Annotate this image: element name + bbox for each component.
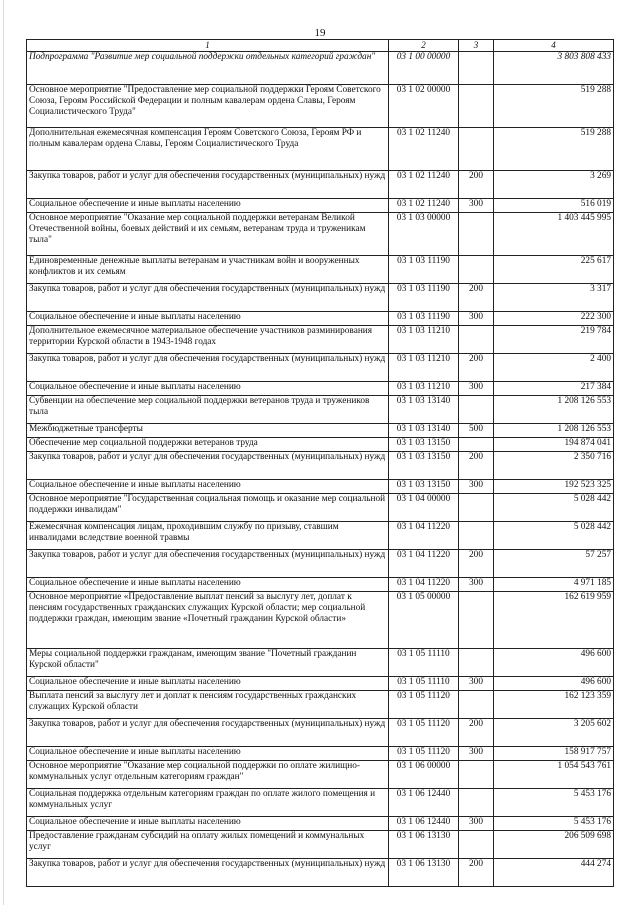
row-amount-cell: 5 453 176: [494, 788, 614, 816]
table-row: [27, 746, 614, 760]
table-row: [27, 255, 614, 283]
row-name-cell: Основное мероприятие "Оказание мер социальной поддержки ветеранам Великой Отечественной войны, боевых действий и их семьям, ветеранам труда и труженикам тыла": [27, 212, 389, 255]
row-name-cell: Единовременные денежные выплаты ветеранам и участникам войн и вооруженных конфликтов и их семьям: [27, 255, 389, 283]
row-name-cell: Основное мероприятие "Предоставление мер социальной поддержки Героям Советского Союза, Героям Российской Федерации и полным кавалерам ордена Славы, Героям Социалистического Труда": [27, 84, 389, 127]
row-name-cell: Закупка товаров, работ и услуг для обеспечения государственных (муниципальных) нужд: [27, 718, 389, 746]
table-row: [27, 451, 614, 479]
row-code-cell: 03 1 03 13150: [389, 451, 459, 479]
table-row: [27, 423, 614, 437]
row-name-cell: Дополнительная ежемесячная компенсация Героям Советского Союза, Героям РФ и полным кавалерам ордена Славы, Героям Социалистического Труда: [27, 127, 389, 170]
row-group-cell: [459, 51, 494, 84]
table-row: [27, 718, 614, 746]
table-row: [27, 170, 614, 198]
row-amount-cell: 3 317: [494, 283, 614, 311]
row-name-cell: Социальное обеспечение и иные выплаты населению: [27, 746, 389, 760]
row-amount-cell: 516 019: [494, 198, 614, 212]
row-amount-cell: 5 028 442: [494, 493, 614, 521]
row-name-cell: Основное мероприятие "Государственная социальная помощь и оказание мер социальной поддержки инвалидам": [27, 493, 389, 521]
table-row: [27, 577, 614, 591]
row-name-cell: Ежемесячная компенсация лицам, проходившим службу по призыву, ставшим инвалидами вследствие военной травмы: [27, 521, 389, 549]
row-group-cell: [459, 830, 494, 858]
row-amount-cell: 192 523 325: [494, 479, 614, 493]
table-row: [27, 549, 614, 577]
row-amount-cell: 3 205 602: [494, 718, 614, 746]
table-row: [27, 858, 614, 886]
row-group-cell: [459, 212, 494, 255]
row-code-cell: 03 1 03 11190: [389, 311, 459, 325]
row-group-cell: 300: [459, 746, 494, 760]
row-code-cell: 03 1 03 00000: [389, 212, 459, 255]
row-code-cell: 03 1 06 12440: [389, 816, 459, 830]
row-amount-cell: 219 784: [494, 325, 614, 353]
table-row: [27, 84, 614, 127]
row-amount-cell: 1 208 126 553: [494, 395, 614, 423]
row-name-cell: Закупка товаров, работ и услуг для обеспечения государственных (муниципальных) нужд: [27, 283, 389, 311]
row-amount-cell: 496 600: [494, 648, 614, 676]
table-row: [27, 127, 614, 170]
table-row: [27, 325, 614, 353]
row-amount-cell: 3 269: [494, 170, 614, 198]
row-group-cell: [459, 521, 494, 549]
row-name-cell: Социальное обеспечение и иные выплаты населению: [27, 198, 389, 212]
page-number: 19: [314, 27, 326, 39]
row-amount-cell: 519 288: [494, 84, 614, 127]
table-row: [27, 521, 614, 549]
row-group-cell: 200: [459, 283, 494, 311]
table-row: [27, 830, 614, 858]
row-amount-cell: 444 274: [494, 858, 614, 886]
row-group-cell: 500: [459, 423, 494, 437]
row-group-cell: 300: [459, 381, 494, 395]
header-col-4: 4: [494, 40, 614, 52]
row-code-cell: 03 1 03 11210: [389, 325, 459, 353]
row-name-cell: Меры социальной поддержки гражданам, имеющим звание "Почетный гражданин Курской области": [27, 648, 389, 676]
row-amount-cell: 194 874 041: [494, 437, 614, 451]
table-row: [27, 676, 614, 690]
row-code-cell: 03 1 03 11210: [389, 353, 459, 381]
row-amount-cell: 2 350 716: [494, 451, 614, 479]
row-code-cell: 03 1 04 11220: [389, 521, 459, 549]
table-row: [27, 283, 614, 311]
row-name-cell: Дополнительное ежемесячное материальное обеспечение участников разминирования территории Курской области в 1943-1948 годах: [27, 325, 389, 353]
row-amount-cell: 3 803 808 433: [494, 51, 614, 84]
row-name-cell: Социальное обеспечение и иные выплаты населению: [27, 816, 389, 830]
row-group-cell: 200: [459, 549, 494, 577]
table-row: [27, 198, 614, 212]
table-row: [27, 648, 614, 676]
row-code-cell: 03 1 05 11120: [389, 746, 459, 760]
row-name-cell: Закупка товаров, работ и услуг для обеспечения государственных (муниципальных) нужд: [27, 549, 389, 577]
row-amount-cell: 206 509 698: [494, 830, 614, 858]
row-name-cell: Закупка товаров, работ и услуг для обеспечения государственных (муниципальных) нужд: [27, 170, 389, 198]
row-code-cell: 03 1 03 13140: [389, 423, 459, 437]
row-group-cell: 200: [459, 170, 494, 198]
row-amount-cell: 5 028 442: [494, 521, 614, 549]
row-group-cell: 300: [459, 676, 494, 690]
row-code-cell: 03 1 02 00000: [389, 84, 459, 127]
row-amount-cell: 1 403 445 995: [494, 212, 614, 255]
row-group-cell: [459, 127, 494, 170]
row-name-cell: Выплата пенсий за выслугу лет и доплат к пенсиям государственных гражданских служащих Курской области: [27, 690, 389, 718]
row-group-cell: [459, 255, 494, 283]
table-row: [27, 591, 614, 648]
row-code-cell: 03 1 03 11190: [389, 283, 459, 311]
row-group-cell: 300: [459, 816, 494, 830]
row-amount-cell: 222 300: [494, 311, 614, 325]
row-name-cell: Подпрограмма "Развитие мер социальной поддержки отдельных категорий граждан": [27, 51, 389, 84]
row-amount-cell: 1 054 543 761: [494, 760, 614, 788]
row-name-cell: Социальное обеспечение и иные выплаты населению: [27, 381, 389, 395]
row-amount-cell: 5 453 176: [494, 816, 614, 830]
budget-table: [26, 39, 614, 887]
row-name-cell: Закупка товаров, работ и услуг для обеспечения государственных (муниципальных) нужд: [27, 451, 389, 479]
row-code-cell: 03 1 06 00000: [389, 760, 459, 788]
row-code-cell: 03 1 03 13140: [389, 395, 459, 423]
row-amount-cell: 496 600: [494, 676, 614, 690]
row-name-cell: Социальное обеспечение и иные выплаты населению: [27, 577, 389, 591]
row-name-cell: Субвенции на обеспечение мер социальной поддержки ветеранов труда и тружеников тыла: [27, 395, 389, 423]
row-amount-cell: 1 208 126 553: [494, 423, 614, 437]
row-name-cell: Межбюджетные трансферты: [27, 423, 389, 437]
table-row: [27, 311, 614, 325]
row-code-cell: 03 1 02 11240: [389, 198, 459, 212]
row-group-cell: [459, 760, 494, 788]
row-name-cell: Основное мероприятие "Оказание мер социальной поддержки по оплате жилищно-коммунальных услуг отдельным категориям граждан": [27, 760, 389, 788]
row-amount-cell: 158 917 757: [494, 746, 614, 760]
row-group-cell: [459, 591, 494, 648]
row-code-cell: 03 1 06 13130: [389, 858, 459, 886]
row-name-cell: Социальное обеспечение и иные выплаты населению: [27, 311, 389, 325]
table-row: [27, 353, 614, 381]
row-name-cell: Закупка товаров, работ и услуг для обеспечения государственных (муниципальных) нужд: [27, 353, 389, 381]
row-group-cell: 300: [459, 479, 494, 493]
table-row: [27, 395, 614, 423]
row-code-cell: 03 1 05 11120: [389, 718, 459, 746]
row-group-cell: [459, 493, 494, 521]
scan-edge-line: [3, 0, 4, 905]
row-name-cell: Социальное обеспечение и иные выплаты населению: [27, 676, 389, 690]
row-name-cell: Социальная поддержка отдельным категориям граждан по оплате жилого помещения и коммунальных услуг: [27, 788, 389, 816]
row-group-cell: 300: [459, 577, 494, 591]
row-code-cell: 03 1 02 11240: [389, 127, 459, 170]
row-code-cell: 03 1 03 11210: [389, 381, 459, 395]
table-row: [27, 816, 614, 830]
row-amount-cell: 57 257: [494, 549, 614, 577]
row-amount-cell: 162 619 959: [494, 591, 614, 648]
row-group-cell: [459, 788, 494, 816]
row-code-cell: 03 1 00 00000: [389, 51, 459, 84]
row-name-cell: Обеспечение мер социальной поддержки ветеранов труда: [27, 437, 389, 451]
table-row: [27, 437, 614, 451]
row-code-cell: 03 1 06 12440: [389, 788, 459, 816]
row-code-cell: 03 1 03 11190: [389, 255, 459, 283]
table-row: [27, 760, 614, 788]
row-group-cell: [459, 648, 494, 676]
table-header-row: [27, 40, 614, 52]
row-code-cell: 03 1 05 11110: [389, 648, 459, 676]
row-group-cell: [459, 437, 494, 451]
row-code-cell: 03 1 05 11120: [389, 690, 459, 718]
row-name-cell: Закупка товаров, работ и услуг для обеспечения государственных (муниципальных) нужд: [27, 858, 389, 886]
row-group-cell: 200: [459, 353, 494, 381]
row-code-cell: 03 1 05 11110: [389, 676, 459, 690]
row-name-cell: Предоставление гражданам субсидий на оплату жилых помещений и коммунальных услуг: [27, 830, 389, 858]
row-amount-cell: 2 400: [494, 353, 614, 381]
row-code-cell: 03 1 06 13130: [389, 830, 459, 858]
row-group-cell: 200: [459, 718, 494, 746]
table-row: [27, 381, 614, 395]
row-code-cell: 03 1 04 11220: [389, 577, 459, 591]
row-group-cell: [459, 325, 494, 353]
row-code-cell: 03 1 05 00000: [389, 591, 459, 648]
row-amount-cell: 162 123 359: [494, 690, 614, 718]
row-amount-cell: 4 971 185: [494, 577, 614, 591]
row-code-cell: 03 1 02 11240: [389, 170, 459, 198]
row-group-cell: [459, 690, 494, 718]
row-code-cell: 03 1 04 00000: [389, 493, 459, 521]
row-code-cell: 03 1 04 11220: [389, 549, 459, 577]
table-row: [27, 690, 614, 718]
header-col-3: 3: [459, 40, 494, 52]
table-row: [27, 479, 614, 493]
row-group-cell: 300: [459, 198, 494, 212]
table-row: [27, 212, 614, 255]
row-name-cell: Основное мероприятие «Предоставление выплат пенсий за выслугу лет, доплат к пенсиям государственных гражданских служащих Курской области; мер социальной поддержки граждан, имеющим звание «Почетный гражданин Курской области»: [27, 591, 389, 648]
row-group-cell: 200: [459, 858, 494, 886]
row-amount-cell: 519 288: [494, 127, 614, 170]
row-name-cell: Социальное обеспечение и иные выплаты населению: [27, 479, 389, 493]
row-amount-cell: 225 617: [494, 255, 614, 283]
row-group-cell: 200: [459, 451, 494, 479]
table-row: [27, 51, 614, 84]
row-group-cell: [459, 84, 494, 127]
row-code-cell: 03 1 03 13150: [389, 437, 459, 451]
row-group-cell: [459, 395, 494, 423]
row-amount-cell: 217 384: [494, 381, 614, 395]
header-col-1: 1: [27, 40, 389, 52]
row-code-cell: 03 1 03 13150: [389, 479, 459, 493]
row-group-cell: 300: [459, 311, 494, 325]
table-row: [27, 788, 614, 816]
table-row: [27, 493, 614, 521]
header-col-2: 2: [389, 40, 459, 52]
